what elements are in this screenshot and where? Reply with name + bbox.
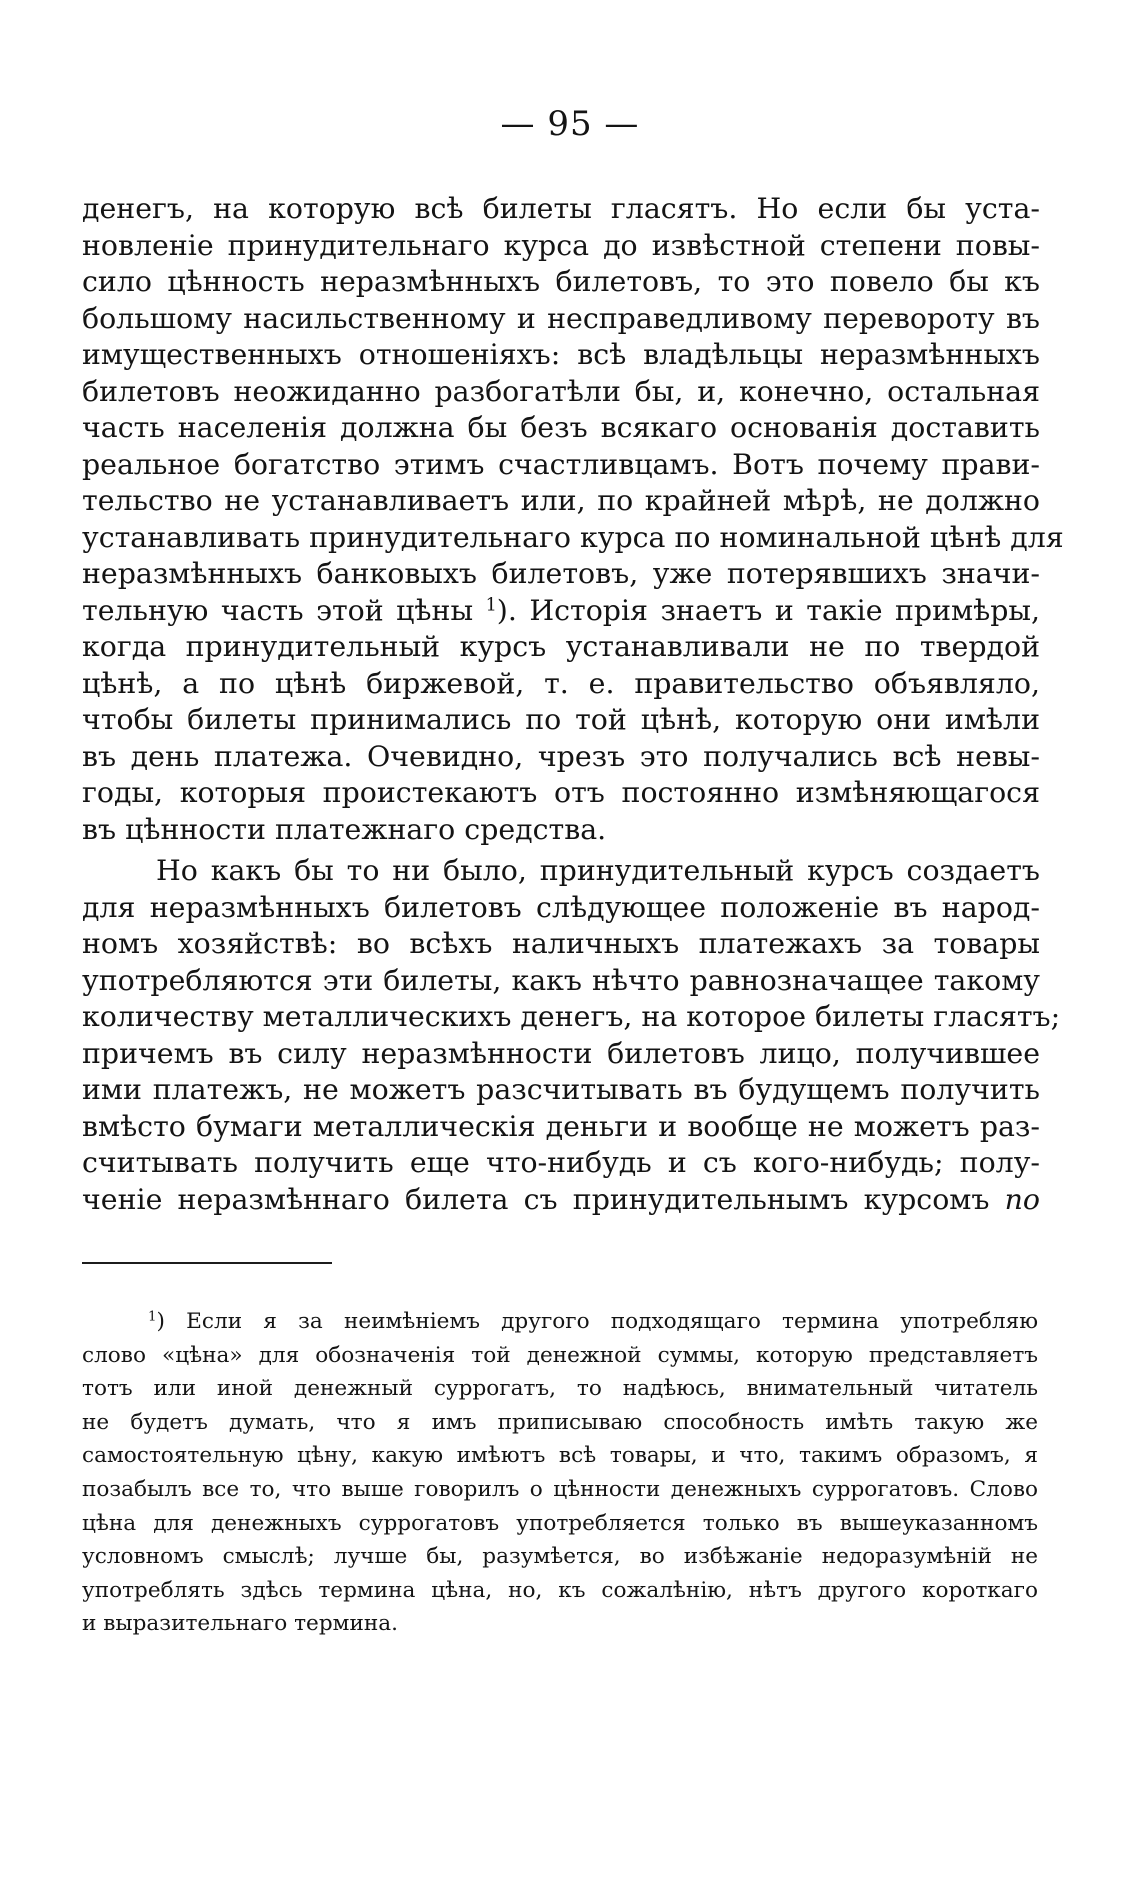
text-line: ими платежъ, не можетъ разсчитывать въ будущемъ получить [82, 1073, 1040, 1106]
text-line-head: тельную часть этой цѣны [82, 593, 474, 627]
text-line: въ цѣнности платежнаго средства. [82, 812, 607, 846]
footnote-line: тотъ или иной денежный суррогатъ, то надѣюсь, внимательный читатель [82, 1376, 1038, 1402]
footnote-ref[interactable]: 1 [485, 594, 497, 615]
text-line-last [82, 1182, 1040, 1219]
text-line-head: ченіе неразмѣннаго билета съ принудительнымъ курсомъ [82, 1182, 990, 1216]
footnote-line [82, 1305, 1038, 1339]
footnote-line: слово «цѣна» для обозначенія той денежной суммы, которую представляетъ [82, 1342, 1038, 1368]
text-line: вмѣсто бумаги металлическія деньги и вообще не можетъ раз- [82, 1109, 1040, 1143]
text-line-with-footnote-ref [82, 593, 1040, 630]
text-line: реальное богатство этимъ счастливцамъ. Вотъ почему прави- [82, 447, 1040, 481]
text-line: билетовъ неожиданно разбогатѣли бы, и, конечно, остальная [82, 374, 1040, 408]
text-line: цѣнѣ, а по цѣнѣ биржевой, т. е. правительство объявляло, [82, 666, 1040, 700]
text-line: считывать получить еще что-нибудь и съ кого-нибудь; полу- [82, 1146, 1040, 1179]
page-number: — 95 — [500, 104, 640, 144]
text-line: имущественныхъ отношеніяхъ: всѣ владѣльцы неразмѣнныхъ [82, 338, 1040, 371]
italic-word: по [1004, 1182, 1041, 1216]
text-line: употребляются эти билеты, какъ нѣчто равнозначащее такому [82, 963, 1040, 997]
text-line: когда принудительный курсъ устанавливали не по твердой [82, 630, 1040, 663]
footnote-line: условномъ смыслѣ; лучше бы, разумѣется, во избѣжаніе недоразумѣній не [82, 1544, 1038, 1570]
text-line: количеству металлическихъ денегъ, на которое билеты гласятъ; [82, 1000, 1061, 1033]
text-line: денегъ, на которую всѣ билеты гласятъ. Но если бы уста- [82, 192, 1040, 225]
footnote-line: позабылъ все то, что выше говорилъ о цѣнности денежныхъ суррогатовъ. Слово [82, 1476, 1038, 1502]
footnote-divider [82, 1262, 332, 1264]
main-text [82, 191, 1064, 1218]
text-line: въ день платежа. Очевидно, чрезъ это получались всѣ невы- [82, 739, 1040, 773]
footnote-line: цѣна для денежныхъ суррогатовъ употребляется только въ вышеуказанномъ [82, 1510, 1038, 1536]
footnote-line-text: ) Если я за неимѣніемъ другого подходящаго термина употребляю [156, 1309, 1038, 1334]
text-line: номъ хозяйствѣ: во всѣхъ наличныхъ платежахъ за товары [82, 927, 1040, 960]
text-line: неразмѣнныхъ банковыхъ билетовъ, уже потерявшихъ значи- [82, 557, 1040, 590]
text-line: устанавливать принудительнаго курса по номинальной цѣнѣ для [82, 520, 1064, 554]
footnote [82, 1305, 1038, 1641]
text-line: большому насильственному и несправедливому перевороту въ [82, 301, 1040, 335]
footnote-line: самостоятельную цѣну, какую имѣютъ всѣ товары, и что, такимъ образомъ, я [82, 1443, 1038, 1469]
text-line: чтобы билеты принимались по той цѣнѣ, которую они имѣли [82, 703, 1040, 736]
footnote-marker: 1 [148, 1309, 157, 1325]
footnote-line: не будетъ думать, что я имъ приписываю способность имѣть такую же [82, 1409, 1038, 1435]
footnote-line: употреблять здѣсь термина цѣна, но, къ сожалѣнію, нѣтъ другого короткаго [82, 1577, 1038, 1603]
text-line: тельство не устанавливаетъ или, по крайней мѣрѣ, не должно [82, 484, 1040, 517]
footnote-line: и выразительнаго термина. [82, 1611, 398, 1637]
text-line: новленіе принудительнаго курса до извѣстной степени повы- [82, 228, 1040, 262]
text-line: причемъ въ силу неразмѣнности билетовъ лицо, получившее [82, 1036, 1040, 1070]
text-line: Но какъ бы то ни было, принудительный курсъ создаетъ [156, 854, 1040, 887]
text-line: сило цѣнность неразмѣнныхъ билетовъ, то это повело бы къ [82, 265, 1040, 298]
text-line-tail: ). Исторія знаетъ и такіе примѣры, [496, 593, 1040, 627]
text-line: годы, которыя проистекаютъ отъ постоянно измѣняющагося [82, 776, 1040, 809]
text-line: часть населенія должна бы безъ всякаго основанія доставить [82, 411, 1040, 444]
text-line: для неразмѣнныхъ билетовъ слѣдующее положеніе въ народ- [82, 890, 1040, 924]
